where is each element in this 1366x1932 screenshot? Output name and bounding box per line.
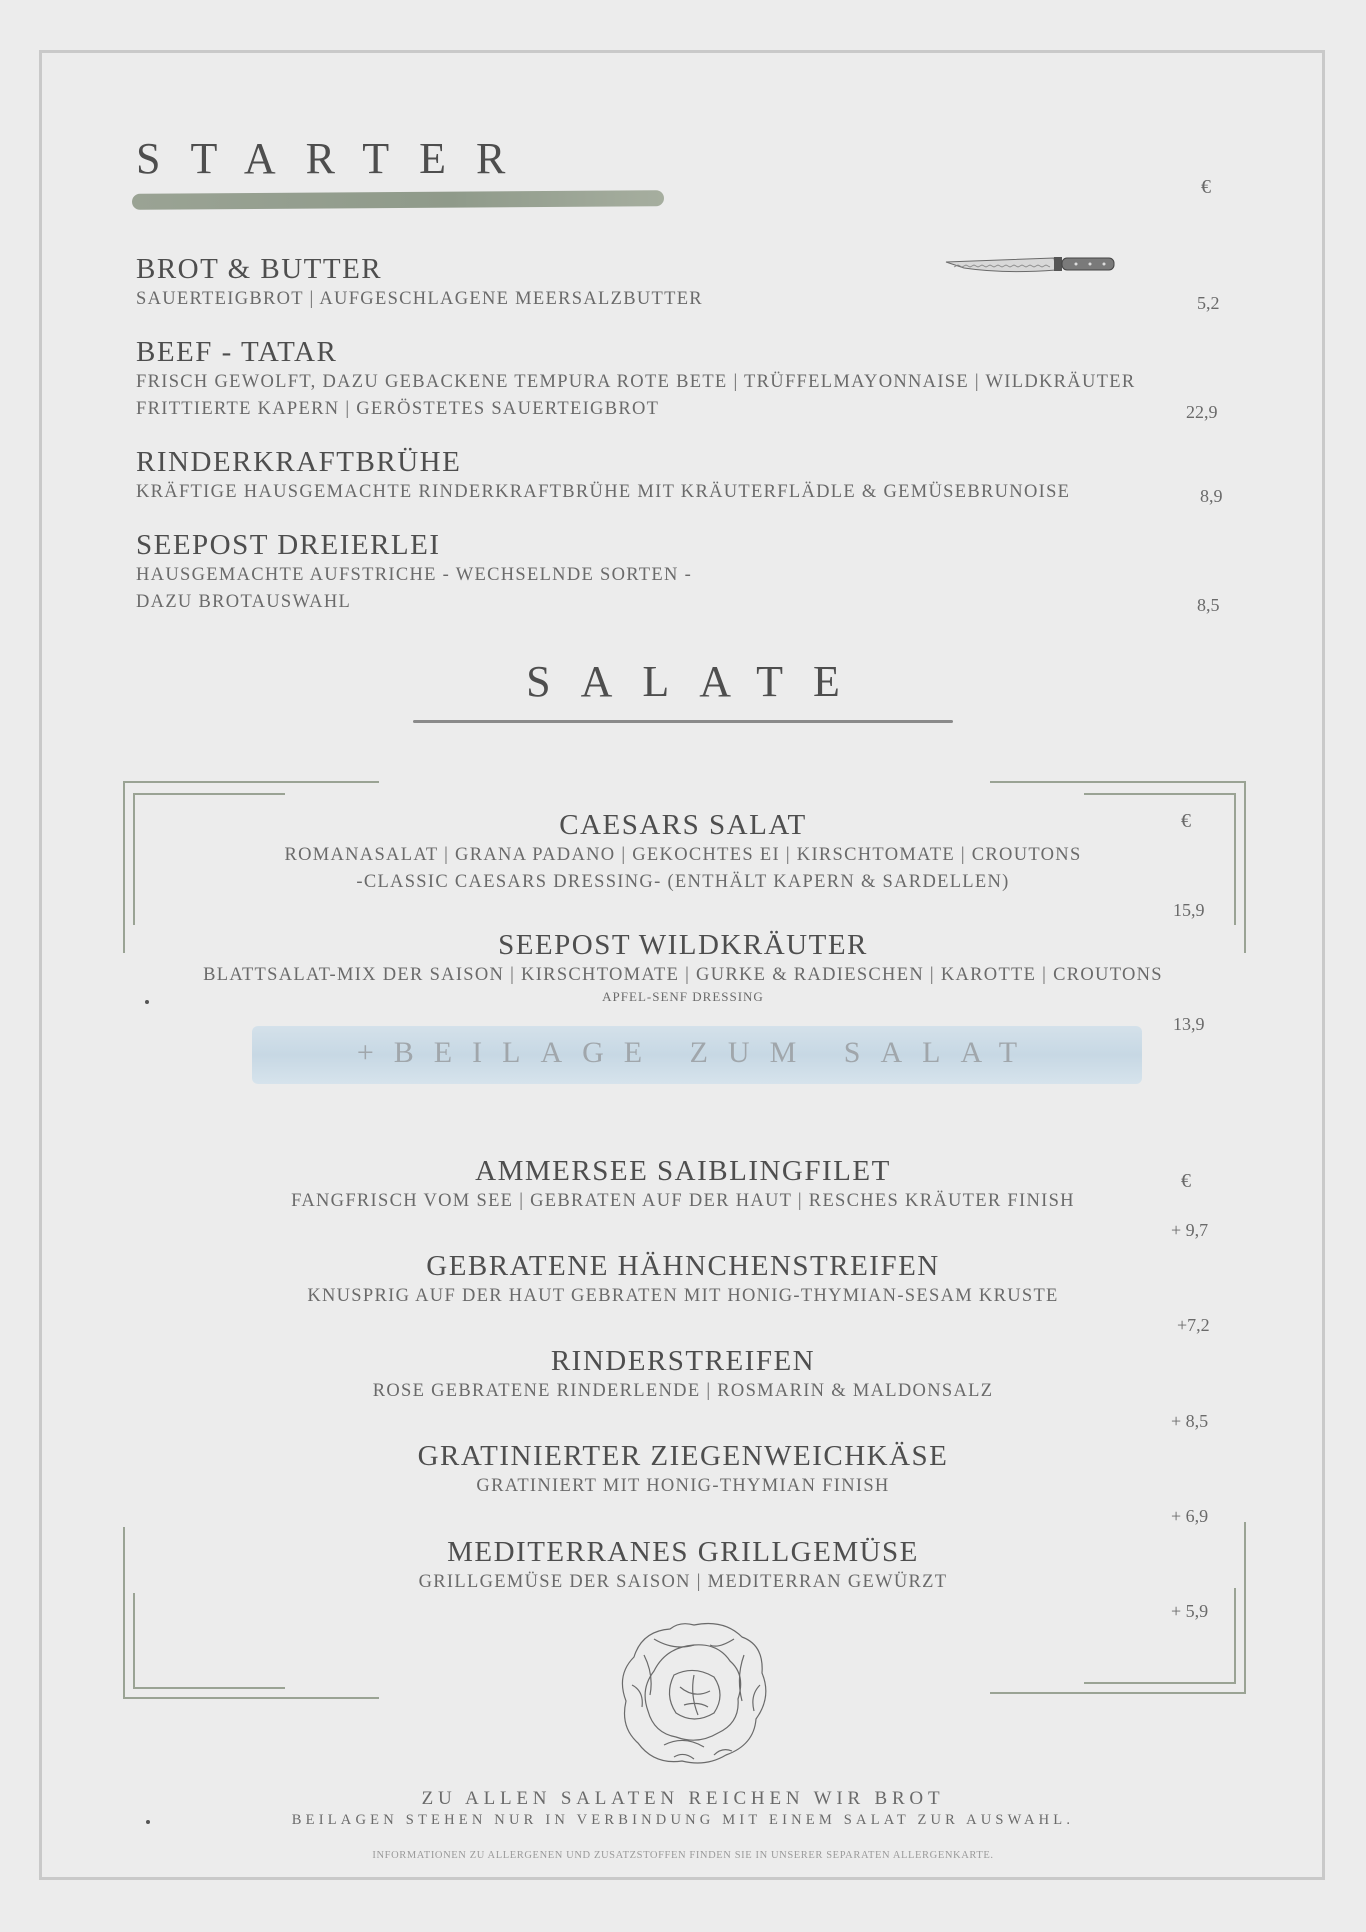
corner-bracket-bottom-left-inner	[133, 1593, 285, 1689]
salate-currency: €	[1181, 810, 1191, 832]
footer-line-3: INFORMATIONEN ZU ALLERGENEN UND ZUSATZSTOFFEN FINDEN SIE IN UNSERER SEPARATEN ALLERGENKARTE.	[372, 1850, 994, 1861]
item-small-desc: APFEL-SENF DRESSING	[602, 989, 764, 1004]
item-name: AMMERSEE SAIBLINGFILET	[475, 1155, 891, 1187]
item-name: SEEPOST DREIERLEI	[136, 529, 441, 561]
item-desc: ROMANASALAT | GRANA PADANO | GEKOCHTES EI | KIRSCHTOMATE | CROUTONS	[284, 845, 1082, 865]
item-desc: GRATINIERT MIT HONIG-THYMIAN FINISH	[476, 1476, 890, 1496]
item-name: GRATINIERTER ZIEGENWEICHKÄSE	[417, 1440, 949, 1472]
starter-item-tatar	[136, 336, 1236, 423]
item-price: 15,9	[1173, 900, 1205, 920]
item-name: GEBRATENE HÄHNCHENSTREIFEN	[426, 1250, 940, 1282]
item-price: +7,2	[1177, 1315, 1210, 1335]
item-desc: DAZU BROTAUSWAHL	[136, 592, 352, 612]
beilage-currency: €	[1181, 1170, 1191, 1192]
item-price: 13,9	[1173, 1014, 1205, 1034]
item-name: CAESARS SALAT	[559, 809, 807, 841]
bullet-dot	[145, 1000, 149, 1004]
item-name: BEEF - TATAR	[136, 336, 338, 368]
footer-line-2: BEILAGEN STEHEN NUR IN VERBINDUNG MIT EINEM SALAT ZUR AUSWAHL.	[291, 1812, 1075, 1828]
lettuce-icon	[614, 1615, 774, 1770]
item-desc: HAUSGEMACHTE AUFSTRICHE - WECHSELNDE SORTEN -	[136, 565, 693, 585]
beilage-title: +BEILAGE ZUM SALAT	[356, 1036, 1038, 1069]
item-name: RINDERSTREIFEN	[550, 1345, 816, 1377]
item-name: SEEPOST WILDKRÄUTER	[498, 929, 868, 961]
item-desc: FANGFRISCH VOM SEE | GEBRATEN AUF DER HAUT | RESCHES KRÄUTER FINISH	[291, 1191, 1075, 1211]
corner-bracket-bottom-right-inner	[1084, 1588, 1236, 1684]
item-price: 22,9	[1186, 402, 1218, 422]
starter-item-dreierlei	[136, 529, 1236, 616]
beilage-item-haehnchen	[0, 1250, 1366, 1310]
item-desc: KNUSPRIG AUF DER HAUT GEBRATEN MIT HONIG-THYMIAN-SESAM KRUSTE	[307, 1286, 1059, 1306]
bullet-dot	[146, 1820, 150, 1824]
item-price: 5,2	[1197, 293, 1220, 313]
salate-title: SALATE	[526, 657, 870, 706]
salate-underline	[413, 720, 953, 723]
starter-item-brot	[136, 253, 1236, 313]
item-name: MEDITERRANES GRILLGEMÜSE	[447, 1536, 919, 1568]
beilage-item-ziegenkaese	[0, 1440, 1366, 1500]
starter-item-brühe	[136, 446, 1236, 506]
salat-item-caesar	[0, 809, 1366, 896]
item-desc: KRÄFTIGE HAUSGEMACHTE RINDERKRAFTBRÜHE MIT KRÄUTERFLÄDLE & GEMÜSEBRUNOISE	[136, 482, 1071, 502]
item-name: BROT & BUTTER	[136, 253, 383, 285]
starter-currency: €	[1201, 176, 1211, 198]
beilage-item-rinderstreifen	[0, 1345, 1366, 1405]
item-desc: BLATTSALAT-MIX DER SAISON | KIRSCHTOMATE | GURKE & RADIESCHEN | KAROTTE | CROUTONS	[203, 965, 1163, 985]
item-price: + 9,7	[1171, 1220, 1209, 1240]
item-price: + 5,9	[1171, 1601, 1209, 1621]
item-desc: FRITTIERTE KAPERN | GERÖSTETES SAUERTEIGBROT	[136, 399, 660, 419]
item-price: + 8,5	[1171, 1411, 1209, 1431]
item-desc: GRILLGEMÜSE DER SAISON | MEDITERRAN GEWÜRZT	[418, 1572, 948, 1592]
beilage-item-saibling	[0, 1155, 1366, 1215]
item-desc: -CLASSIC CAESARS DRESSING- (ENTHÄLT KAPERN & SARDELLEN)	[356, 872, 1010, 892]
salat-item-wildkraeuter	[0, 929, 1366, 1005]
item-desc: ROSE GEBRATENE RINDERLENDE | ROSMARIN & MALDONSALZ	[372, 1381, 994, 1401]
footer-line-1: ZU ALLEN SALATEN REICHEN WIR BROT	[421, 1788, 945, 1809]
starter-title: STARTER	[136, 134, 536, 183]
item-name: RINDERKRAFTBRÜHE	[136, 446, 462, 478]
item-price: 8,5	[1197, 595, 1220, 615]
item-desc: SAUERTEIGBROT | AUFGESCHLAGENE MEERSALZBUTTER	[136, 289, 703, 309]
item-desc: FRISCH GEWOLFT, DAZU GEBACKENE TEMPURA ROTE BETE | TRÜFFELMAYONNAISE | WILDKRÄUTER	[136, 372, 1136, 392]
item-price: + 6,9	[1171, 1506, 1209, 1526]
item-price: 8,9	[1200, 486, 1223, 506]
